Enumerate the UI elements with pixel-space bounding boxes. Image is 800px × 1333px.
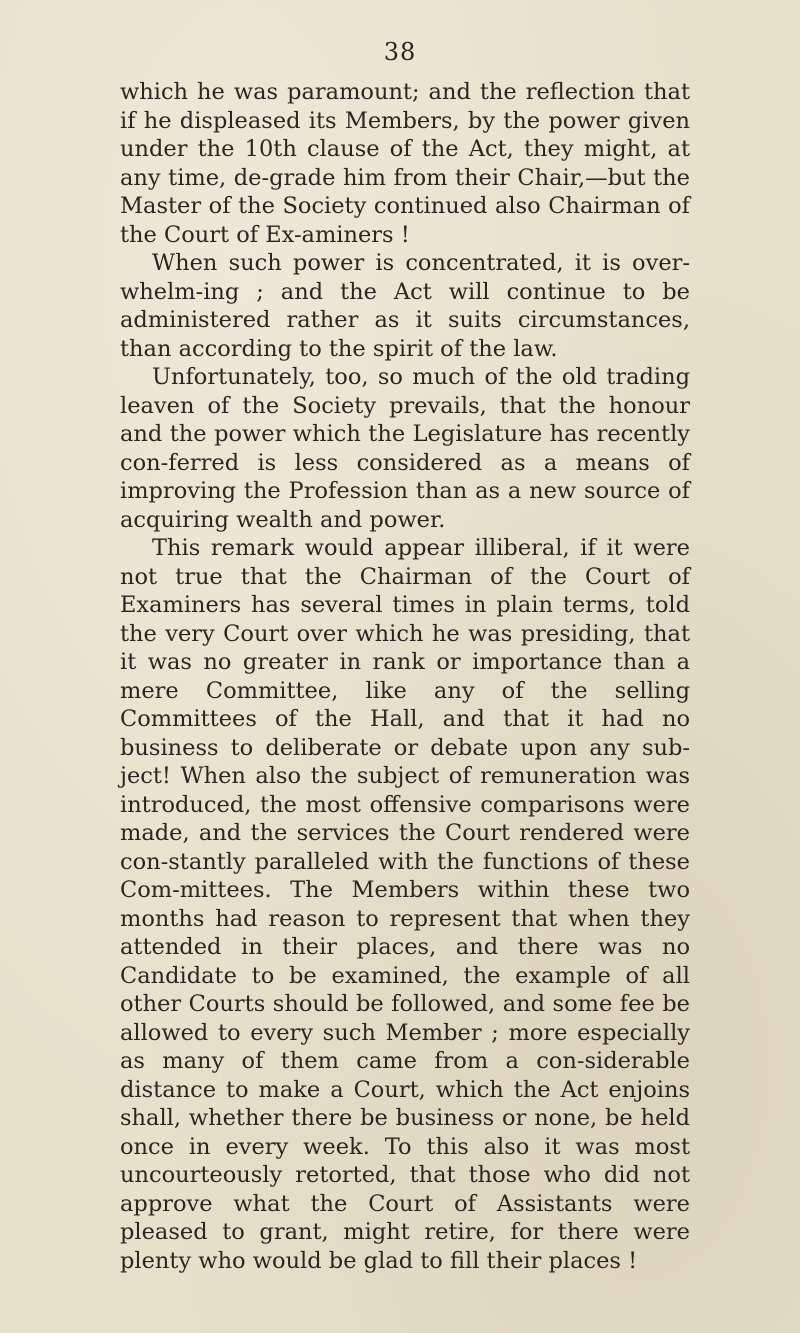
- paragraph-4: This remark would appear illiberal, if it were not true that the Chairman of the Court of Examiners has several times in plain terms, told the very Court over which he was presiding, that it was no greater in rank or importance than a mere Committee, like any of the selling Committees of the Hall, and that it had no business to deliberate or debate upon any sub-ject! When also the subject of remuneration was introduced, the most offensive comparisons were made, and the services the Court rendered were con-stantly paralleled with the functions of these Com-mittees. The Members within these two months had reason to represent that when they attended in their places, and there was no Candidate to be examined, the example of all other Courts should be followed, and some fee be allowed to every such Member ; more especially as many of them came from a con-siderable distance to make a Court, which the Act enjoins shall, whether there be business or none, be held once in every week. To this also it was most uncourteously retorted, that those who did not approve what the Court of Assistants were pleased to grant, might retire, for there were plenty who would be glad to fill their places !: [120, 535, 690, 1274]
- paragraph-3: Unfortunately, too, so much of the old trading leaven of the Society prevails, that the honour and the power which the Legislature has recently con-ferred is less considered as a means of improving the Profession than as a new source of acquiring wealth and power.: [120, 364, 690, 533]
- paragraph-2: When such power is concentrated, it is over-whelm-ing ; and the Act will continue to be administered rather as it suits circumstances, than according to the spirit of the law.: [120, 250, 690, 362]
- paragraph-1: which he was paramount; and the reflection that if he displeased its Members, by the power given under the 10th clause of the Act, they might, at any time, de-grade him from their Chair,—but the Master of the Society continued also Chairman of the Court of Ex-aminers !: [120, 79, 690, 248]
- page-number: 38: [383, 38, 417, 66]
- body-text: [120, 78, 690, 1275]
